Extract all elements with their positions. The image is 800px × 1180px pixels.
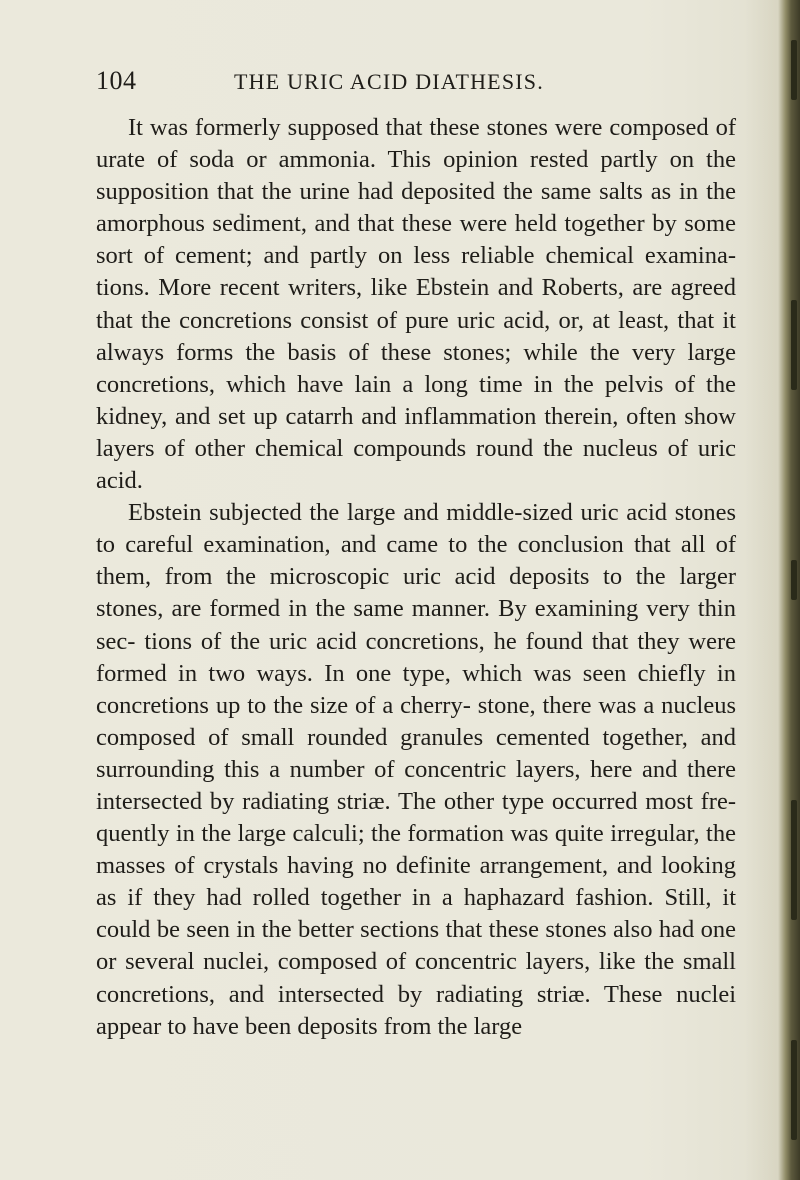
paragraph: Ebstein subjected the large and middle-sized uric acid stones to careful examination, and came to the conclusion that all of them, from the microscopic uric acid deposits to the larger stones, are formed in the same manner. By examining very thin sec- tions of the uric acid concretions, he found that they were formed in two ways. In one type, which was seen chiefly in concretions up to the size of a cherry- stone, there was a nucleus composed of small rounded granules cemented together, and surrounding this a number of concentric layers, here and there intersected by radiating striæ. The other type occurred most fre- quently in the large calculi; the formation was quite irregular, the masses of crystals having no definite arrangement, and looking as if they had rolled together in a haphazard fashion. Still, it could be seen in the better sections that these stones also had one or several nuclei, composed of concentric layers, like the small concretions, and intersected by radiating striæ. These nuclei appear to have been deposits from the large (96, 499, 736, 1040)
page-edge-mark (791, 800, 797, 920)
running-title: THE URIC ACID DIATHESIS. (234, 69, 544, 94)
body-text (96, 112, 736, 1043)
paragraph: It was formerly supposed that these stones were composed of urate of soda or ammonia. This opinion rested partly on the supposition that the urine had deposited the same salts as in the amorphous sediment, and that these were held together by some sort of cement; and partly on less reliable chemical examina- tions. More recent writers, like Ebstein and Roberts, are agreed that the concretions consist of pure uric acid, or, at least, that it always forms the basis of these stones; while the very large concretions, which have lain a long time in the pelvis of the kidney, and set up catarrh and inflammation therein, often show layers of other chemical compounds round the nucleus of uric acid. (96, 114, 736, 495)
page-number: 104 (96, 66, 137, 95)
page-edge-mark (791, 560, 797, 600)
page-edge-mark (791, 1040, 797, 1140)
running-header (96, 66, 676, 96)
page-edge-mark (791, 300, 797, 390)
page-edge-mark (791, 40, 797, 100)
